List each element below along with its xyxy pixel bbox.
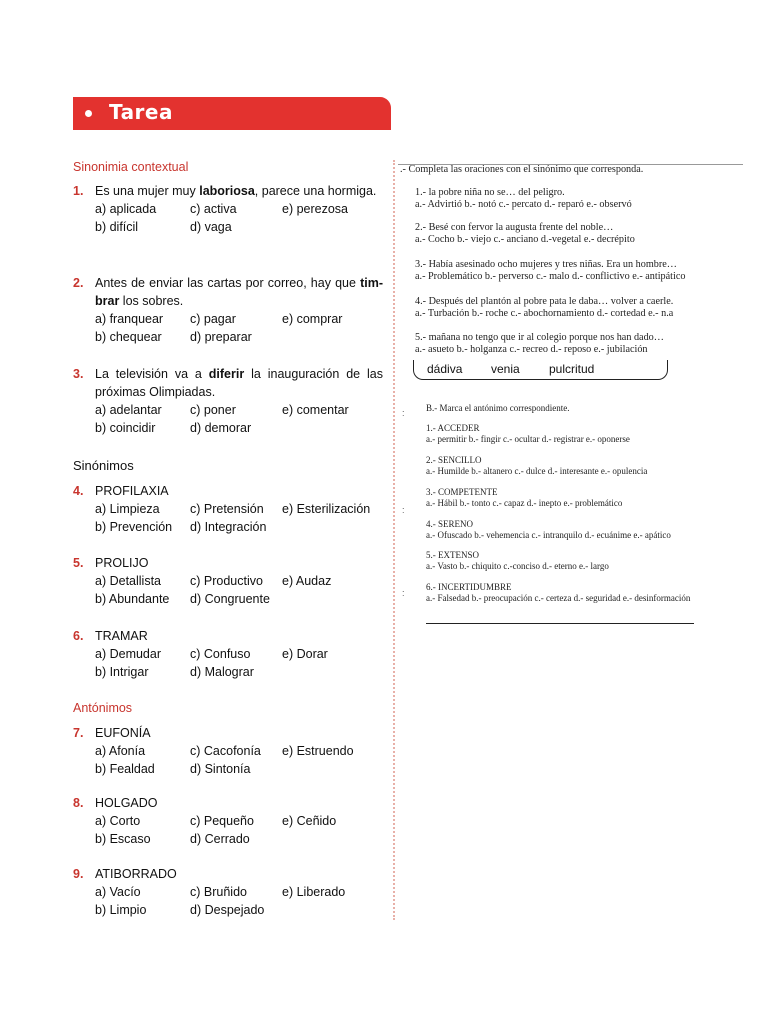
answer-option[interactable]: c) pagar (190, 312, 236, 326)
question-3 (73, 365, 383, 437)
worksheet-b-word: 1.- ACCEDER (426, 423, 480, 433)
answer-option[interactable]: d) Cerrado (190, 832, 250, 846)
worksheet-b-options: a.- permitir b.- fingir c.- ocultar d.- registrar e.- oponerse (426, 434, 630, 444)
question-stem (95, 365, 383, 401)
word-bank-item: pulcritud (549, 362, 595, 376)
answer-option[interactable]: d) Sintonía (190, 762, 251, 776)
answer-option[interactable]: c) Productivo (190, 574, 263, 588)
answer-option[interactable]: d) Integración (190, 520, 267, 534)
option-row (95, 742, 383, 760)
option-row (95, 518, 383, 536)
answer-option[interactable]: c) activa (190, 202, 237, 216)
answer-option[interactable]: d) vaga (190, 220, 232, 234)
question-stem: EUFONÍA (95, 726, 151, 740)
option-row (95, 830, 383, 848)
section-title-antonyms: Antónimos (73, 701, 133, 715)
option-row (95, 645, 383, 663)
option-row (95, 500, 383, 518)
answer-option[interactable]: e) comprar (282, 312, 343, 326)
worksheet-b-word: 2.- SENCILLO (426, 455, 482, 465)
question-9 (73, 865, 383, 919)
answer-option[interactable]: c) Pequeño (190, 814, 254, 828)
banner-title: Tarea (109, 100, 173, 124)
answer-option[interactable]: e) Dorar (282, 647, 328, 661)
question-number: 8. (73, 796, 84, 810)
question-1 (73, 182, 383, 236)
question-number: 6. (73, 629, 84, 643)
question-number: 3. (73, 367, 84, 381)
answer-option[interactable]: a) Demudar (95, 647, 161, 661)
answer-option[interactable]: b) Fealdad (95, 762, 155, 776)
answer-option[interactable]: e) Audaz (282, 574, 332, 588)
option-row (95, 200, 383, 218)
answer-option[interactable]: a) franquear (95, 312, 164, 326)
answer-option[interactable]: d) preparar (190, 330, 252, 344)
stem-text: Antes de enviar las cartas por correo, hay que (95, 276, 361, 290)
answer-option[interactable]: e) comentar (282, 403, 349, 417)
worksheet-a-question: 4.- Después del plantón al pobre pata le daba… volver a caerle. (415, 296, 674, 307)
question-number: 7. (73, 726, 84, 740)
question-number: 9. (73, 867, 84, 881)
question-7 (73, 724, 383, 778)
stem-text: la inauguración de las próximas Olimpiadas. (95, 367, 383, 399)
key-word: laboriosa (199, 184, 255, 198)
word-bank (413, 360, 668, 380)
key-word: tim-brar (95, 276, 383, 308)
answer-option[interactable]: b) Escaso (95, 832, 151, 846)
answer-option[interactable]: e) Ceñido (282, 814, 337, 828)
worksheet-b-word: 6.- INCERTIDUMBRE (426, 582, 512, 592)
answer-option[interactable]: b) coincidir (95, 421, 156, 435)
worksheet-b-word: 3.- COMPETENTE (426, 487, 498, 497)
answer-option[interactable]: a) aplicada (95, 202, 157, 216)
section-banner (73, 97, 391, 130)
question-number: 2. (73, 276, 84, 290)
question-8 (73, 794, 383, 848)
answer-option[interactable]: a) Afonía (95, 744, 146, 758)
option-row (95, 883, 383, 901)
option-row (95, 218, 383, 236)
question-number: 1. (73, 184, 84, 198)
worksheet-b-options: a.- Vasto b.- chiquito c.-conciso d.- eterno e.- largo (426, 561, 609, 571)
part-b-title: B.- Marca el antónimo correspondiente. (426, 403, 570, 413)
worksheet-a-question: 5.- mañana no tengo que ir al colegio porque nos han dado… (415, 332, 664, 343)
answer-option[interactable]: d) Despejado (190, 903, 265, 917)
option-row (95, 590, 383, 608)
worksheet-a-question: 2.- Besé con fervor la augusta frente del noble… (415, 222, 614, 233)
worksheet-b-word: 4.- SERENO (426, 519, 473, 529)
worksheet-a-options: a.- asueto b.- holganza c.- recreo d.- reposo e.- jubilación (415, 344, 648, 355)
word-bank-item: venia (491, 362, 520, 376)
answer-option[interactable]: c) Bruñido (190, 885, 247, 899)
answer-option[interactable]: d) Congruente (190, 592, 270, 606)
section-title-contextual: Sinonimia contextual (73, 160, 189, 174)
worksheet-a-options: a.- Problemático b.- perverso c.- malo d.- conflictivo e.- antipático (415, 271, 686, 282)
question-6 (73, 627, 383, 681)
stem-text: La televisión va a (95, 367, 209, 381)
option-row (95, 419, 383, 437)
answer-option[interactable]: b) difícil (95, 220, 139, 234)
option-row (95, 572, 383, 590)
option-row (95, 812, 383, 830)
answer-option[interactable]: c) Confuso (190, 647, 251, 661)
scan-mark: : (402, 408, 405, 418)
answer-option[interactable]: a) Vacío (95, 885, 141, 899)
worksheet-a-options: a.- Advirtió b.- notó c.- percato d.- reparó e.- observó (415, 199, 632, 210)
question-number: 5. (73, 556, 84, 570)
worksheet-a-options: a.- Turbación b.- roche c.- abochornamiento d.- cortedad e.- n.a (415, 308, 674, 319)
worksheet-b-options: a.- Hábil b.- tonto c.- capaz d.- inepto e.- problemático (426, 498, 623, 508)
answer-option[interactable]: d) Malograr (190, 665, 254, 679)
question-2 (73, 274, 383, 346)
worksheet-a-question: 1.- la pobre niña no se… del peligro. (415, 187, 565, 198)
answer-line (426, 623, 694, 624)
question-4 (73, 482, 383, 536)
answer-option[interactable]: e) perezosa (282, 202, 349, 216)
answer-option[interactable]: a) Limpieza (95, 502, 160, 516)
answer-option[interactable]: d) demorar (190, 421, 252, 435)
answer-option[interactable]: c) Cacofonía (190, 744, 261, 758)
answer-option[interactable]: a) adelantar (95, 403, 162, 417)
option-row (95, 310, 383, 328)
answer-option[interactable]: b) Prevención (95, 520, 173, 534)
question-stem: TRAMAR (95, 629, 148, 643)
question-stem: PROFILAXIA (95, 484, 169, 498)
answer-option[interactable]: c) poner (190, 403, 236, 417)
option-row (95, 328, 383, 346)
scan-mark: : (402, 505, 405, 515)
stem-text: , parece una hormiga. (254, 184, 377, 198)
bullet-icon (85, 110, 92, 117)
answer-option[interactable]: b) chequear (95, 330, 162, 344)
answer-option[interactable]: e) Esterilización (282, 502, 371, 516)
worksheet-b-options: a.- Falsedad b.- preocupación c.- certeza d.- seguridad e.- desinformación (426, 593, 691, 603)
question-stem (95, 182, 383, 200)
answer-option[interactable]: a) Detallista (95, 574, 161, 588)
answer-option[interactable]: b) Abundante (95, 592, 170, 606)
question-number: 4. (73, 484, 84, 498)
option-row (95, 760, 383, 778)
stem-text: los sobres. (119, 294, 184, 308)
question-stem: HOLGADO (95, 796, 158, 810)
answer-option[interactable]: e) Liberado (282, 885, 346, 899)
answer-option[interactable]: b) Intrigar (95, 665, 149, 679)
scan-mark: : (402, 588, 405, 598)
worksheet-a-options: a.- Cocho b.- viejo c.- anciano d.-vegetal e.- decrépito (415, 234, 635, 245)
option-row (95, 901, 383, 919)
worksheet-b-options: a.- Ofuscado b.- vehemencia c.- intranquilo d.- ecuánime e.- apático (426, 530, 671, 540)
answer-option[interactable]: a) Corto (95, 814, 141, 828)
worksheet-a-question: 3.- Había asesinado ocho mujeres y tres niñas. Era un hombre… (415, 259, 677, 270)
question-stem: PROLIJO (95, 556, 149, 570)
answer-option[interactable]: c) Pretensión (190, 502, 264, 516)
option-row (95, 401, 383, 419)
question-stem (95, 274, 383, 310)
question-stem: ATIBORRADO (95, 867, 177, 881)
stem-text: Es una mujer muy (95, 184, 200, 198)
option-row (95, 663, 383, 681)
worksheet-b-options: a.- Humilde b.- altanero c.- dulce d.- interesante e.- opulencia (426, 466, 648, 476)
key-word: diferir (208, 367, 245, 381)
answer-option[interactable]: e) Estruendo (282, 744, 354, 758)
column-separator (393, 160, 395, 920)
question-5 (73, 554, 383, 608)
part-a-title: .- Completa las oraciones con el sinónimo que corresponda. (400, 164, 644, 175)
answer-option[interactable]: b) Limpio (95, 903, 147, 917)
section-title-synonyms: Sinónimos (73, 458, 134, 473)
worksheet-b-word: 5.- EXTENSO (426, 550, 479, 560)
word-bank-item: dádiva (427, 362, 463, 376)
